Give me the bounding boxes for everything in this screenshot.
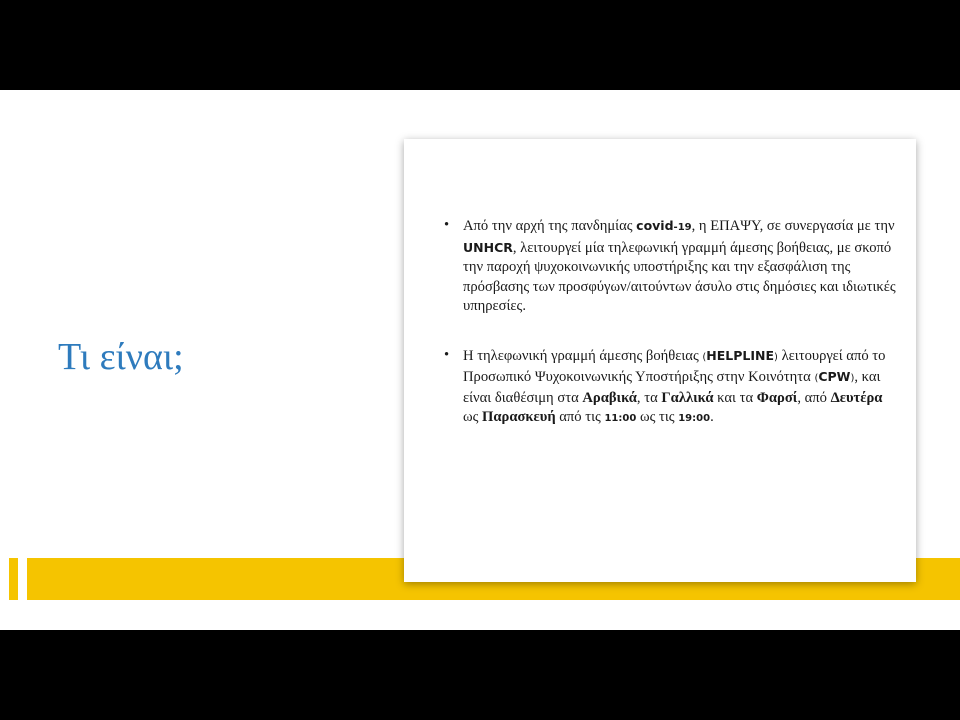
bullet-text-segment: ): [850, 373, 855, 384]
bullet-text-segment: , η ΕΠΑΨΥ, σε συνεργασία με την: [691, 218, 895, 234]
bullet-item: [444, 216, 896, 317]
bullet-text-segment: (: [814, 373, 819, 384]
slide-title: Τι είναι;: [58, 336, 184, 378]
bullet-text-segment: λειτουργεί από το Προσωπικό Ψυχοκοινωνικής Υποστήριξης στην Κοινότητα: [463, 347, 886, 385]
bullet-text-segment: Δευτέρα: [830, 389, 883, 406]
bullet-text: [463, 348, 885, 426]
bullet-text-segment: -19: [673, 222, 692, 233]
bullet-text-segment: 11:00: [604, 413, 637, 424]
bullet-text-segment: ως τις: [636, 409, 679, 425]
slide: [0, 90, 960, 630]
bullet-text: [463, 218, 896, 314]
bullet-text-segment: , λειτουργεί μία τηλεφωνική γραμμή άμεσης βοήθειας, με σκοπό την παροχή ψυχοκοινωνικής υποστήριξης και την εξασφάλιση της πρόσβασης των προσφύγων/αιτούντων άσυλο στις δημόσιες και ιδιωτικές υπηρεσίες.: [463, 239, 896, 314]
accent-stripe: [9, 558, 18, 600]
content-card: [404, 139, 916, 582]
bullet-text-segment: Γαλλικά: [661, 389, 714, 406]
bullet-text-segment: , τα: [636, 389, 662, 406]
bullet-text-segment: CPW: [818, 369, 851, 384]
bullet-text-segment: , και είναι διαθέσιμη στα: [463, 369, 881, 406]
bullet-text-segment: Παρασκευή: [482, 409, 556, 425]
bullet-text-segment: HELPLINE: [706, 347, 775, 363]
bullet-text-segment: και τα: [713, 389, 757, 406]
bullet-text-segment: Από την αρχή της πανδημίας: [463, 218, 637, 234]
bullet-text-segment: , από: [797, 389, 831, 406]
bullet-item: [444, 346, 896, 429]
bullet-text-segment: Η τηλεφωνική γραμμή άμεσης βοήθειας: [463, 347, 703, 364]
bullet-dot-icon: •: [444, 217, 450, 233]
bullet-text-segment: (: [702, 351, 707, 363]
bullet-text-segment: covid: [636, 218, 674, 233]
bullet-text-segment: UNHCR: [463, 239, 513, 255]
bullet-text-segment: από τις: [555, 409, 605, 425]
bullet-list: [444, 216, 896, 429]
bullet-text-segment: Φαρσί: [756, 389, 798, 406]
bullet-text-segment: .: [710, 409, 714, 425]
bullet-text-segment: 19:00: [678, 413, 711, 424]
bullet-text-segment: Αραβικά: [582, 389, 637, 406]
bullet-text-segment: ως: [463, 409, 483, 425]
bullet-text-segment: ): [774, 351, 778, 363]
bullet-dot-icon: •: [444, 346, 450, 363]
